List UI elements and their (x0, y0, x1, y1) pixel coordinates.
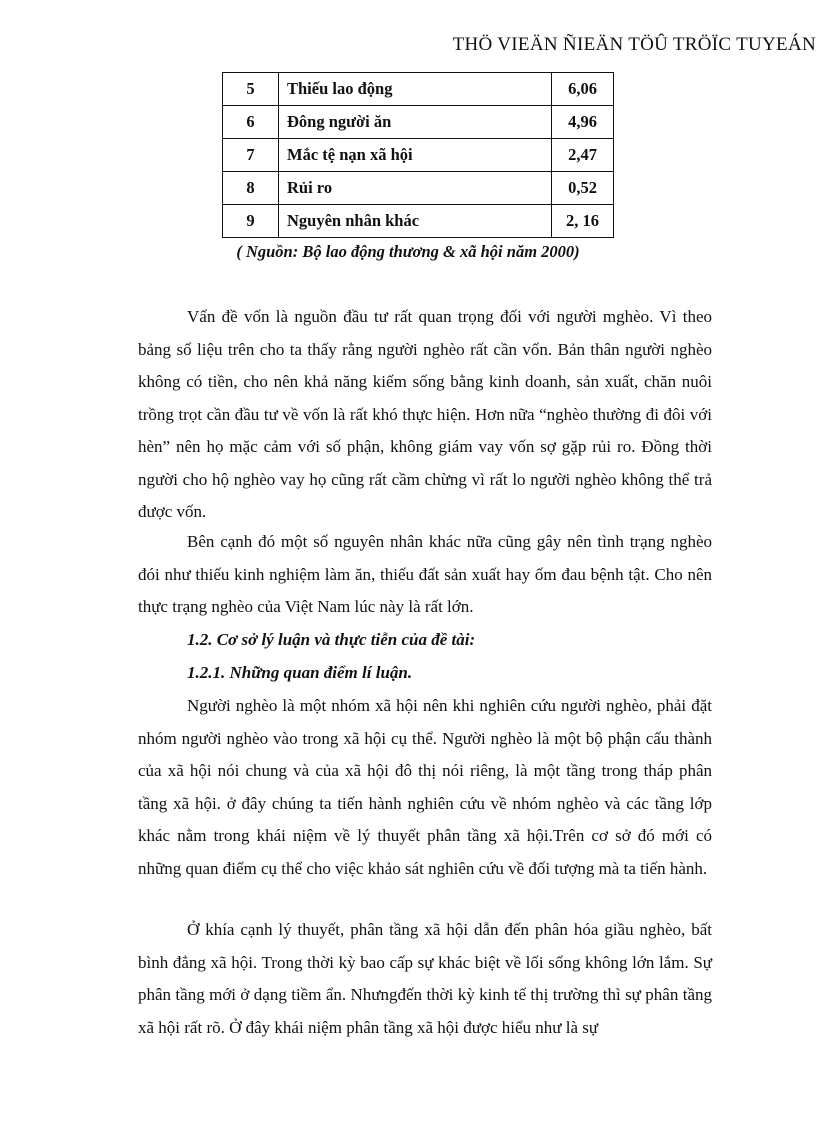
row-value: 6,06 (552, 73, 614, 106)
paragraph-capital: Vấn đề vốn là nguồn đầu tư rất quan trọng đối với người mghèo. Vì theo bảng số liệu trên cho ta thấy rằng người nghèo rất cần vốn. Bản thân người nghèo không có tiền, cho nên khả năng kiếm sống bằng kinh doanh, sản xuất, chăn nuôi trồng trọt cần đầu tư về vốn là rất khó thực hiện. Hơn nữa “nghèo thường đi đôi với hèn” nên họ mặc cảm với số phận, không giám vay vốn sợ gặp rủi ro. Đồng thời người cho hộ nghèo vay họ cũng rất cầm chừng vì rất lo người nghèo không thể trả được vốn. (138, 307, 712, 521)
table-source-caption: ( Nguồn: Bộ lao động thương & xã hội năm 2000) (236, 242, 580, 261)
row-number: 8 (223, 172, 279, 205)
table-row (223, 139, 614, 172)
table-row (223, 106, 614, 139)
section-heading: 1.2. Cơ sở lý luận và thực tiễn của đề tài: (187, 630, 476, 649)
table-row (223, 205, 614, 238)
row-number: 7 (223, 139, 279, 172)
paragraph-theory: Người nghèo là một nhóm xã hội nên khi nghiên cứu người nghèo, phải đặt nhóm người nghèo vào trong xã hội cụ thể. Người nghèo là một bộ phận cấu thành của xã hội nói chung và của xã hội đô thị nói riêng, là một tầng trong tháp phân tầng xã hội. ở đây chúng ta tiến hành nghiên cứu về nhóm nghèo và các tầng lớp khác nằm trong khái niệm về lý thuyết phân tầng xã hội.Trên cơ sở đó mới có những quan điểm cụ thể cho việc khảo sát nghiên cứu về đối tượng mà ta tiến hành. (138, 696, 712, 878)
row-cause: Nguyên nhân khác (279, 205, 552, 238)
row-cause: Thiếu lao động (279, 73, 552, 106)
row-value: 2, 16 (552, 205, 614, 238)
paragraph-stratification: Ở khía cạnh lý thuyết, phân tầng xã hội dẫn đến phân hóa giầu nghèo, bất bình đẳng xã hội. Trong thời kỳ bao cấp sự khác biệt về lối sống không lớn lắm. Sự phân tầng mới ở dạng tiềm ẩn. Nhưngđến thời kỳ kinh tế thị trường thì sự phân tầng xã hội rất rõ. Ở đây khái niệm phân tầng xã hội được hiểu như là sự (138, 920, 712, 1037)
row-cause: Đông người ăn (279, 106, 552, 139)
subsection-heading: 1.2.1. Những quan điểm lí luận. (187, 663, 413, 682)
row-value: 2,47 (552, 139, 614, 172)
table-row (223, 172, 614, 205)
poverty-causes-table (222, 72, 614, 238)
row-number: 6 (223, 106, 279, 139)
row-cause: Mắc tệ nạn xã hội (279, 139, 552, 172)
page-header: THÖ VIEÄN ÑIEÄN TÖÛ TRÖÏC TUYEÁN (452, 34, 816, 55)
row-value: 0,52 (552, 172, 614, 205)
row-number: 5 (223, 73, 279, 106)
row-number: 9 (223, 205, 279, 238)
row-cause: Rủi ro (279, 172, 552, 205)
row-value: 4,96 (552, 106, 614, 139)
paragraph-other-causes: Bên cạnh đó một số nguyên nhân khác nữa cũng gây nên tình trạng nghèo đói như thiếu kinh nghiệm làm ăn, thiếu đất sản xuất hay ốm đau bệnh tật. Cho nên thực trạng nghèo của Việt Nam lúc này là rất lớn. (138, 532, 712, 616)
table-row (223, 73, 614, 106)
